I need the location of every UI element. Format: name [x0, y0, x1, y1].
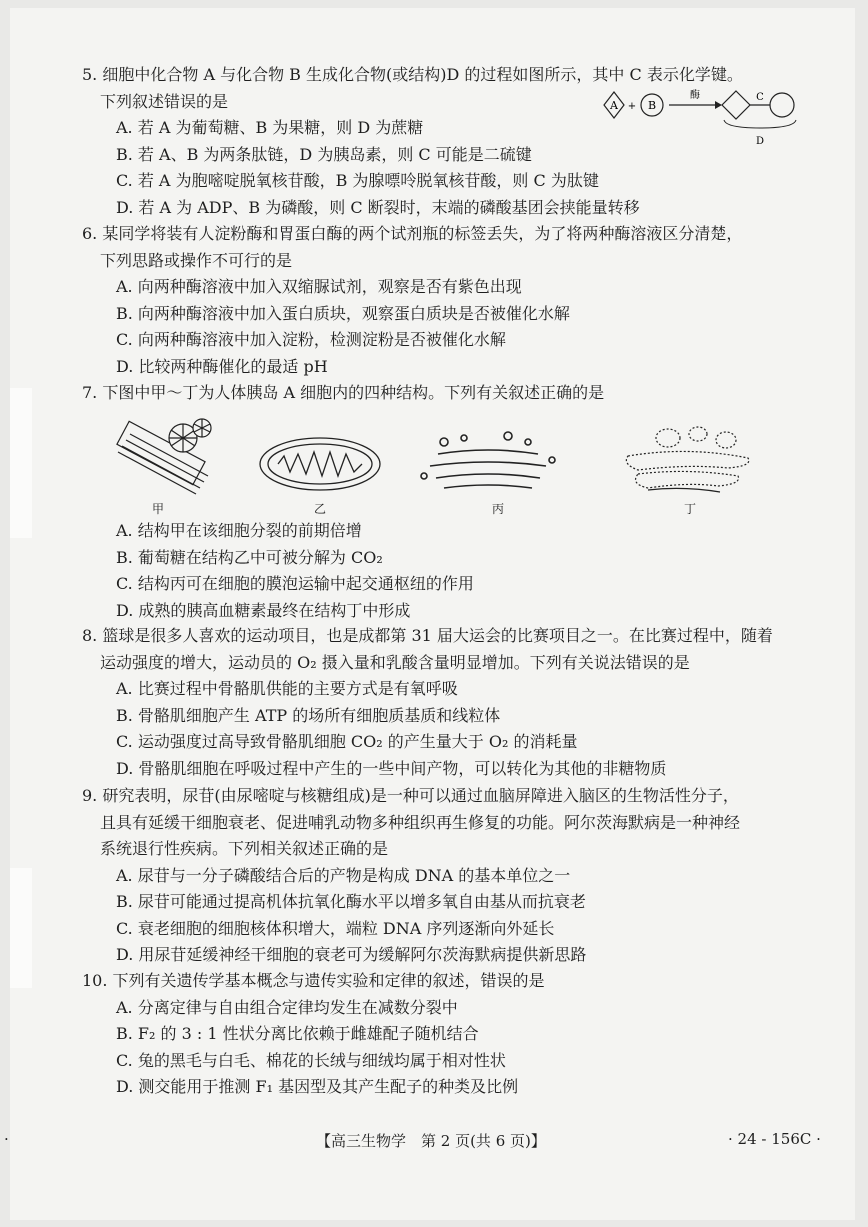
- option-c: C. 若 A 为胞嘧啶脱氧核苷酸，B 为腺嘌呤脱氧核苷酸，则 C 为肽键: [116, 171, 599, 190]
- option-c: C. 向两种酶溶液中加入淀粉，检测淀粉是否被催化水解: [116, 330, 506, 349]
- option-a: A. 比赛过程中骨骼肌供能的主要方式是有氧呼吸: [116, 679, 458, 698]
- scan-margin-strip: [10, 868, 32, 988]
- figure-label-yi: 乙: [314, 502, 327, 516]
- mitochondrion-drawing: [260, 438, 380, 490]
- question-6: [82, 221, 742, 380]
- option-b: B. 葡萄糖在结构乙中可被分解为 CO₂: [116, 547, 383, 567]
- option-a: A. 分离定律与自由组合定律均发生在减数分裂中: [116, 997, 458, 1017]
- question-stem: 系统退行性疾病。下列相关叙述正确的是: [100, 839, 389, 858]
- option-c: C. 衰老细胞的细胞核体积增大，端粒 DNA 序列逐渐向外延长: [116, 918, 555, 938]
- question-7-stem: [82, 380, 604, 407]
- footer-left-dot: ·: [4, 1130, 9, 1148]
- question-7-options: [82, 518, 474, 624]
- question-stem: 运动强度的增大，运动员的 O₂ 摄入量和乳酸含量明显增加。下列有关说法错误的是: [100, 652, 690, 672]
- option-d: D. 测交能用于推测 F₁ 基因型及其产生配子的种类及比例: [116, 1077, 519, 1096]
- scan-margin-strip: [10, 388, 32, 538]
- option-b: B. 向两种酶溶液中加入蛋白质块，观察蛋白质块是否被催化水解: [116, 303, 570, 323]
- enzyme-label: 酶: [690, 90, 700, 101]
- option-a: A. 向两种酶溶液中加入双缩脲试剂，观察是否有紫色出现: [116, 277, 522, 296]
- option-d: D. 比较两种酶催化的最适 pH: [116, 356, 328, 376]
- plus-sign: +: [627, 101, 637, 112]
- question-stem: 10. 下列有关遗传学基本概念与遗传实验和定律的叙述，错误的是: [82, 971, 545, 990]
- question-8: [82, 623, 773, 782]
- figure-label-jia: 甲: [152, 502, 165, 516]
- option-b: B. 骨骼肌细胞产生 ATP 的场所有细胞质基质和线粒体: [116, 705, 501, 725]
- option-d: D. 若 A 为 ADP、B 为磷酸，则 C 断裂时，末端的磷酸基团会挟能量转移: [116, 197, 640, 217]
- option-d: D. 成熟的胰高血糖素最终在结构丁中形成: [116, 600, 411, 620]
- question-stem: 且具有延缓干细胞衰老、促进哺乳动物多种组织再生修复的功能。阿尔茨海默病是一种神经: [100, 812, 741, 832]
- organelle-figure: [108, 418, 768, 518]
- reaction-diagram: [602, 88, 798, 150]
- brace-d: [724, 120, 796, 128]
- footer-exam-code: · 24 - 156C ·: [728, 1130, 821, 1148]
- question-stem: 8. 篮球是很多人喜欢的运动项目，也是成都第 31 届大运会的比赛项目之一。在比赛过程中，随着: [82, 626, 773, 645]
- question-stem: 6. 某同学将装有人淀粉酶和胃蛋白酶的两个试剂瓶的标签丢失，为了将两种酶溶液区分清楚，: [82, 224, 743, 243]
- label-a: A: [610, 99, 618, 112]
- arrow-head: [715, 101, 722, 109]
- option-c: C. 兔的黑毛与白毛、棉花的长绒与细绒均属于相对性状: [116, 1050, 506, 1070]
- question-stem: 9. 研究表明，尿苷(由尿嘧啶与核糖组成)是一种可以通过血脑屏障进入脑区的生物活性分子，: [82, 786, 739, 805]
- question-stem: 下列思路或操作不可行的是: [100, 250, 293, 270]
- question-10: [82, 968, 545, 1101]
- option-a: A. 结构甲在该细胞分裂的前期倍增: [116, 521, 362, 540]
- figure-label-bing: 丙: [492, 502, 505, 516]
- label-b: B: [647, 99, 657, 112]
- option-d: D. 骨骼肌细胞在呼吸过程中产生的一些中间产物，可以转化为其他的非糖物质: [116, 758, 667, 778]
- option-d: D. 用尿苷延缓神经干细胞的衰老可为缓解阿尔茨海默病提供新思路: [116, 945, 587, 964]
- figure-label-ding: 丁: [684, 502, 697, 516]
- label-c: C: [756, 92, 764, 103]
- option-b: B. 若 A、B 为两条肽链，D 为胰岛素，则 C 可能是二硫键: [116, 144, 532, 164]
- question-stem: 下列叙述错误的是: [100, 91, 229, 111]
- question-9: [82, 783, 740, 969]
- option-c: C. 运动强度过高导致骨骼肌细胞 CO₂ 的产生量大于 O₂ 的消耗量: [116, 732, 578, 751]
- question-stem: 5. 细胞中化合物 A 与化合物 B 生成化合物(或结构)D 的过程如图所示，其中 C 表示化学键。: [82, 65, 743, 84]
- endoplasmic-reticulum-drawing: [626, 427, 748, 492]
- label-d: D: [755, 136, 765, 147]
- product-diamond: [722, 91, 750, 119]
- centrosome-drawing: [117, 419, 211, 494]
- question-stem: 7. 下图中甲～丁为人体胰岛 A 细胞内的四种结构。下列有关叙述正确的是: [82, 383, 605, 402]
- option-c: C. 结构丙可在细胞的膜泡运输中起交通枢纽的作用: [116, 574, 474, 593]
- product-circle: [770, 93, 794, 117]
- option-a: A. 尿苷与一分子磷酸结合后的产物是构成 DNA 的基本单位之一: [116, 865, 571, 885]
- option-a: A. 若 A 为葡萄糖、B 为果糖，则 D 为蔗糖: [116, 118, 424, 137]
- option-b: B. 尿苷可能通过提高机体抗氧化酶水平以增多氧自由基从而抗衰老: [116, 892, 586, 911]
- footer-page-info: 【高三生物学 第 2 页(共 6 页)】: [316, 1132, 546, 1150]
- golgi-apparatus-drawing: [421, 432, 555, 488]
- option-b: B. F₂ 的 3 : 1 性状分离比依赖于雌雄配子随机结合: [116, 1024, 479, 1043]
- organelle-drawings: [108, 418, 768, 498]
